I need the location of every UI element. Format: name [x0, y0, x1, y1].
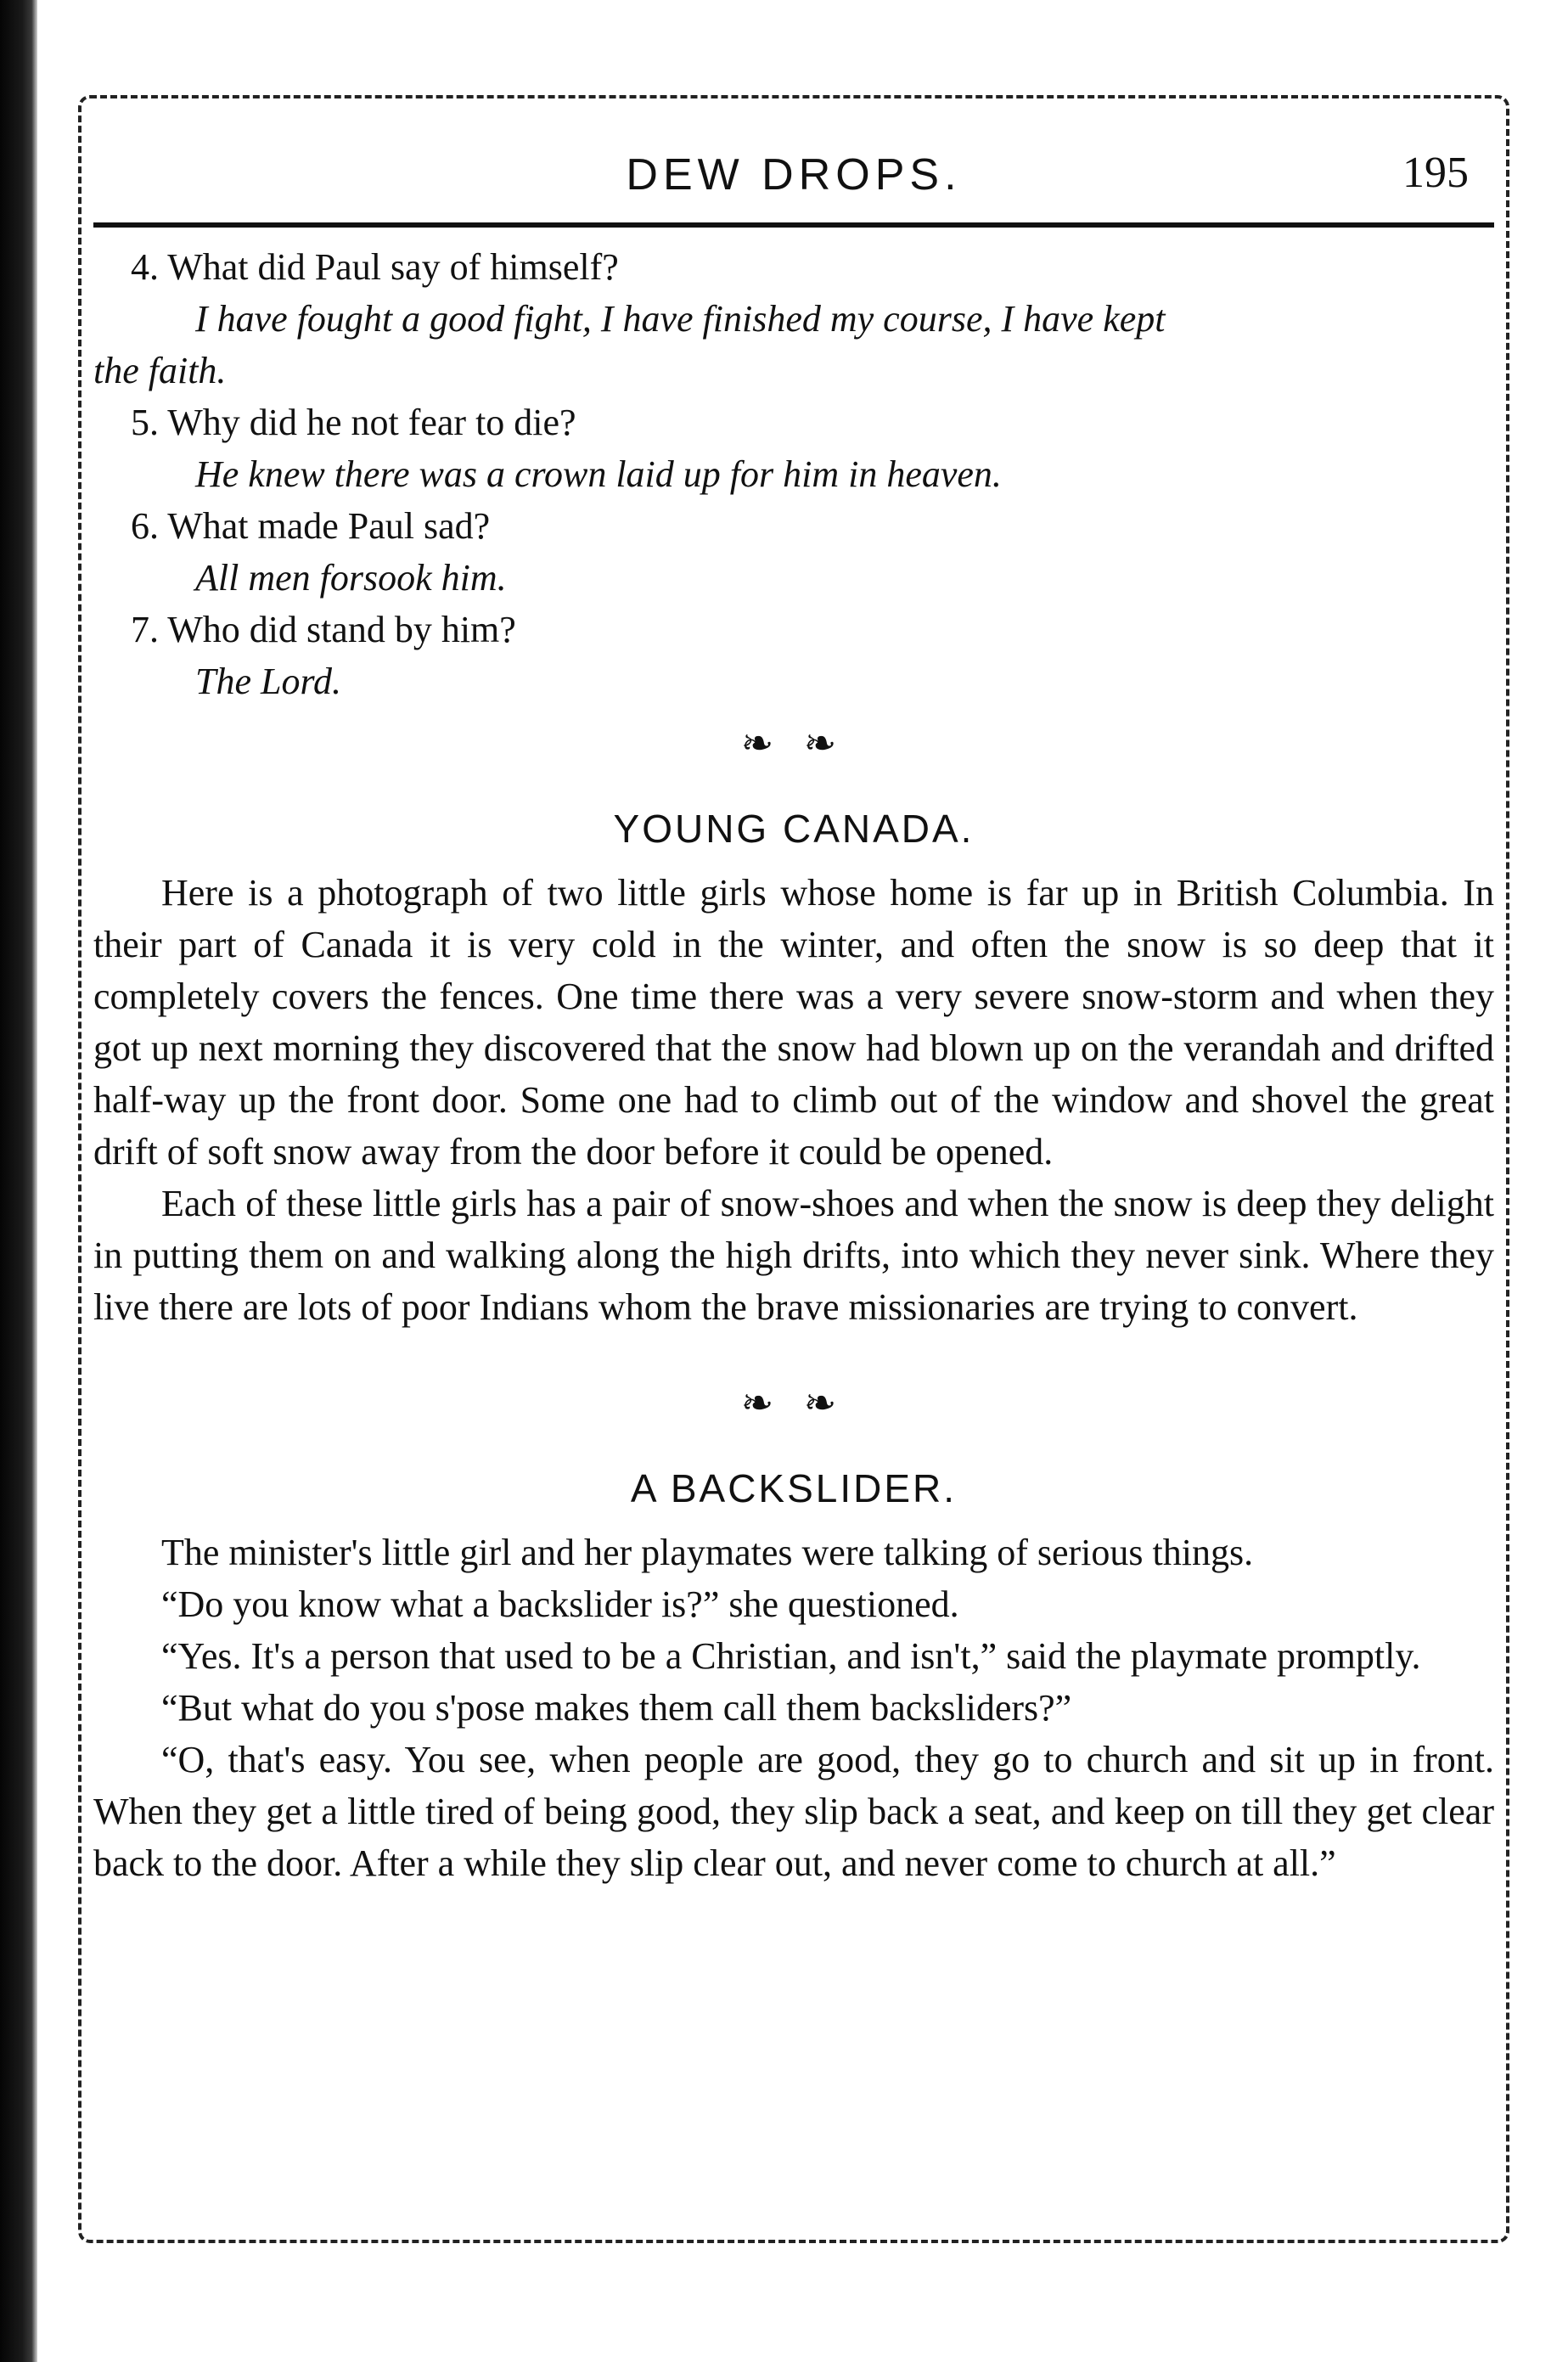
binding-edge	[0, 0, 37, 2362]
paragraph: “O, that's easy. You see, when people are good, they go to church and sit up in front. When they get a little tired of being good, they slip back a seat, and keep on till they get clear back to the door. After a while they slip clear out, and never come to church at all.”	[93, 1739, 1494, 1884]
answer-continued: the faith.	[93, 350, 227, 391]
section-divider-ornament: ❧ ❧	[740, 1381, 847, 1425]
page-header	[93, 110, 1494, 229]
question: 7. Who did stand by him?	[131, 609, 516, 650]
paragraph: Here is a photograph of two little girls whose home is far up in British Columbia. In their part of Canada it is very cold in the winter, and often the snow is so deep that it completely covers the fences. One time there was a very severe snow-storm and when they got up next morning they discovered that the snow had blown up on the verandah and drifted half-way up the front door. Some one had to climb out of the window and shovel the great drift of soft snow away from the door before it could be opened.	[93, 872, 1494, 1173]
paragraph: “But what do you s'pose makes them call them backsliders?”	[161, 1687, 1072, 1729]
backslider-section	[93, 1463, 1494, 1889]
answer: All men forsook him.	[195, 557, 507, 599]
section-divider-ornament: ❧ ❧	[740, 722, 847, 765]
young-canada-section	[93, 803, 1494, 1333]
answer: I have fought a good fight, I have finished my course, I have kept	[195, 298, 1166, 340]
question: 5. Why did he not fear to die?	[131, 402, 576, 443]
section-title: YOUNG CANADA.	[613, 807, 975, 851]
answer: The Lord.	[195, 661, 341, 702]
paragraph: Each of these little girls has a pair of snow-shoes and when the snow is deep they delight in putting them on and walking along the high drifts, into which they never sink. Where they live there are lots of poor Indians whom the brave missionaries are trying to convert.	[93, 1183, 1494, 1328]
paragraph: The minister's little girl and her playmates were talking of serious things.	[161, 1532, 1254, 1573]
qa-list	[93, 241, 1494, 707]
question: 6. What made Paul sad?	[131, 505, 491, 547]
page-number: 195	[1402, 149, 1469, 197]
question: 4. What did Paul say of himself?	[131, 246, 619, 288]
paragraph: “Do you know what a backslider is?” she questioned.	[161, 1583, 959, 1625]
header-rule	[93, 222, 1494, 228]
running-title: DEW DROPS.	[626, 150, 962, 200]
section-title: A BACKSLIDER.	[630, 1466, 958, 1510]
answer: He knew there was a crown laid up for him in heaven.	[195, 453, 1002, 495]
page	[93, 110, 1494, 1889]
page-content	[93, 241, 1494, 1889]
paragraph: “Yes. It's a person that used to be a Christian, and isn't,” said the playmate promptly.	[161, 1635, 1421, 1677]
